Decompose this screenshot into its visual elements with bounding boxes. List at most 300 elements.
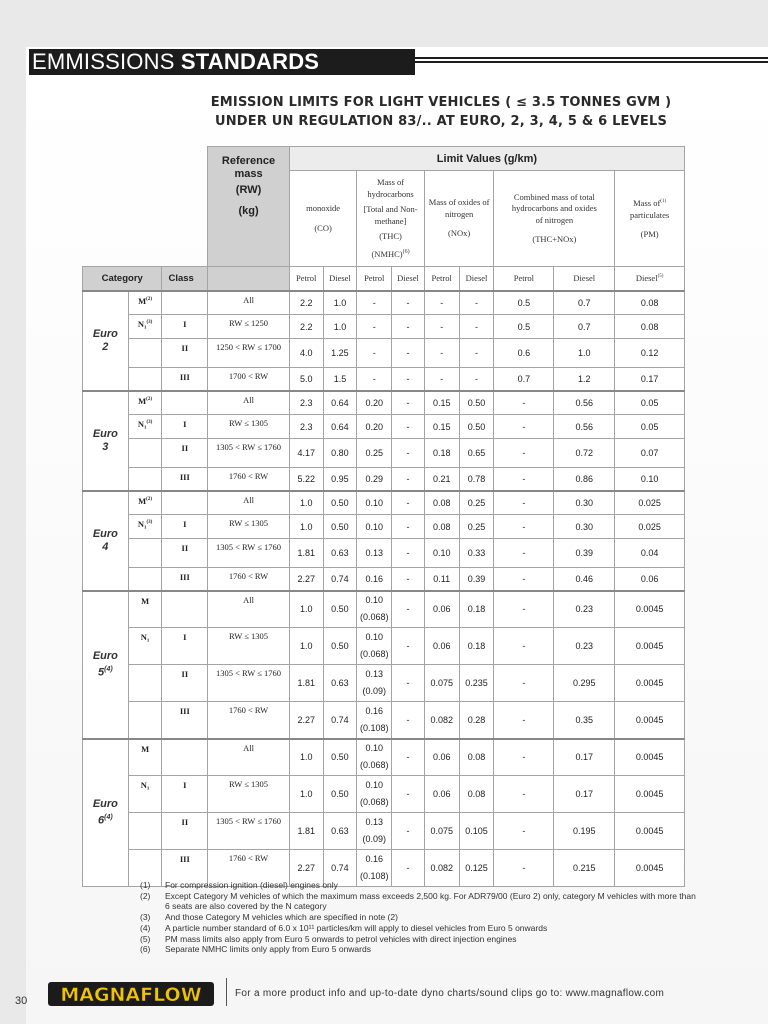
limit-value-cell: - [392,515,425,539]
pm-diesel-header: Diesel$^{(5)}$ [615,267,685,291]
banner-decorative-lines [392,57,768,67]
limit-value-cell: 0.0045 [615,739,685,776]
limit-value-cell: - [392,739,425,776]
limit-value-cell: 0.10 (0.068) [357,739,392,776]
class-cell: I [162,415,208,439]
limit-value-cell: 0.21 [424,468,459,491]
limit-value-cell: - [424,291,459,315]
limit-value-cell: 1.81 [289,665,323,702]
limit-value-cell: 2.27 [289,850,323,887]
limit-value-cell: 0.50 [323,776,357,813]
category-cell [128,468,162,491]
limit-value-cell: 0.235 [459,665,494,702]
limit-value-cell: 0.195 [554,813,615,850]
reference-mass-cell: RW ≤ 1250 [208,315,290,339]
table-row [83,491,685,515]
limit-value-cell: 1.0 [289,591,323,628]
table-row [83,739,685,776]
reference-mass-cell: RW ≤ 1305 [208,776,290,813]
limit-value-cell: - [494,515,554,539]
reference-mass-cell: RW ≤ 1305 [208,515,290,539]
limit-value-cell: 0.125 [459,850,494,887]
limit-value-cell: - [494,776,554,813]
class-cell: II [162,339,208,368]
table-row [83,813,685,850]
limit-value-cell: - [459,315,494,339]
limit-value-cell: 0.08 [424,515,459,539]
limit-value-cell: 0.07 [615,439,685,468]
co-petrol-header: Petrol [289,267,323,291]
limit-value-cell: 0.075 [424,665,459,702]
limit-value-cell: 0.025 [615,491,685,515]
limit-value-cell: 0.50 [323,515,357,539]
class-cell: II [162,665,208,702]
limit-value-cell: 0.06 [424,591,459,628]
limit-value-cell: 2.2 [289,315,323,339]
limit-value-cell: - [392,315,425,339]
nox-diesel-header: Diesel [459,267,494,291]
category-cell: N₁$^{(3)}$ [128,315,162,339]
reference-mass-cell: RW ≤ 1305 [208,415,290,439]
limit-value-cell: - [494,591,554,628]
limit-value-cell: 0.20 [357,415,392,439]
emission-limits-table [82,146,685,887]
limit-value-cell: 0.50 [323,739,357,776]
limit-value-cell: - [392,665,425,702]
euro-level-label: Euro 4 [83,491,129,591]
limit-value-cell: 0.06 [424,739,459,776]
limit-value-cell: - [392,813,425,850]
limit-value-cell: - [392,415,425,439]
limit-value-cell: 0.7 [554,315,615,339]
reference-mass-cell: All [208,591,290,628]
limit-value-cell: - [392,628,425,665]
class-cell: I [162,315,208,339]
limit-value-cell: - [494,665,554,702]
limit-value-cell: 0.25 [459,515,494,539]
limit-value-cell: 0.74 [323,702,357,739]
limit-value-cell: 0.65 [459,439,494,468]
limit-value-cell: - [459,368,494,391]
limit-value-cell: 1.0 [289,491,323,515]
limit-value-cell: - [494,468,554,491]
limit-value-cell: - [392,339,425,368]
class-cell: II [162,813,208,850]
table-heading-line1: EMISSION LIMITS FOR LIGHT VEHICLES ( ≤ 3.5 TONNES GVM ) [210,95,672,110]
reference-mass-cell: RW ≤ 1305 [208,628,290,665]
limit-value-cell: 0.25 [357,439,392,468]
limit-value-cell: 0.08 [615,315,685,339]
thc-petrol-header: Petrol [357,267,392,291]
reference-mass-cell: All [208,291,290,315]
category-cell [128,702,162,739]
table-row [83,702,685,739]
limit-value-cell: 2.27 [289,568,323,591]
limit-value-cell: 0.6 [494,339,554,368]
limit-value-cell: - [357,339,392,368]
euro-level-label: Euro 2 [83,291,129,391]
reference-mass-cell: 1760 < RW [208,468,290,491]
limit-value-cell: 0.29 [357,468,392,491]
limit-values-header: Limit Values (g/km) [289,147,684,171]
limit-value-cell: 0.0045 [615,628,685,665]
limit-value-cell: 1.0 [289,628,323,665]
class-cell: II [162,439,208,468]
limit-value-cell: 5.22 [289,468,323,491]
euro-level-label: Euro 5$^{(4)}$ [83,591,129,739]
limit-value-cell: - [459,339,494,368]
limit-value-cell: 0.13 (0.09) [357,813,392,850]
pm-column-header: Mass $of^{(1)}$ particulates (PM) [615,171,685,267]
limit-value-cell: 0.72 [554,439,615,468]
limit-value-cell: 0.16 (0.108) [357,850,392,887]
limit-value-cell: 0.10 (0.068) [357,776,392,813]
reference-mass-cell: All [208,391,290,415]
limit-value-cell: 0.075 [424,813,459,850]
table-row [83,439,685,468]
limit-value-cell: 0.20 [357,391,392,415]
limit-value-cell: - [494,568,554,591]
limit-value-cell: 1.25 [323,339,357,368]
euro-level-label: Euro 3 [83,391,129,491]
category-cell: M [128,591,162,628]
footnote-item: (4) A particle number standard of 6.0 x 10¹¹ particles/km will apply to diesel vehicles from Euro 5 onwards [140,922,548,933]
thc-diesel-header: Diesel [392,267,425,291]
reference-mass-cell: 1305 < RW ≤ 1760 [208,439,290,468]
table-row [83,391,685,415]
class-cell: I [162,515,208,539]
limit-value-cell: 0.10 (0.068) [357,591,392,628]
limit-value-cell: 0.05 [615,415,685,439]
limit-value-cell: 1.0 [323,291,357,315]
table-row [83,539,685,568]
limit-value-cell: 0.50 [323,591,357,628]
limit-value-cell: - [392,591,425,628]
limit-value-cell: 0.16 [357,568,392,591]
limit-value-cell: 1.0 [289,739,323,776]
limit-value-cell: - [392,468,425,491]
class-cell: III [162,850,208,887]
limit-value-cell: 0.13 [357,539,392,568]
footnote-item: (3) And those Category M vehicles which are specified in note (2) [140,912,398,923]
table-row [83,776,685,813]
reference-mass-cell: 1305 < RW ≤ 1760 [208,665,290,702]
limit-value-cell: 0.0045 [615,702,685,739]
reference-mass-cell: 1305 < RW ≤ 1760 [208,539,290,568]
co-diesel-header: Diesel [323,267,357,291]
class-cell [162,739,208,776]
category-header: Category [83,267,162,291]
limit-value-cell: 0.50 [323,628,357,665]
limit-value-cell: 0.295 [554,665,615,702]
limit-value-cell: - [392,291,425,315]
limit-value-cell: 0.33 [459,539,494,568]
limit-value-cell: 0.7 [494,368,554,391]
table-row [83,291,685,315]
table-row [83,665,685,702]
limit-value-cell: 0.39 [459,568,494,591]
category-cell [128,539,162,568]
nox-column-header: Mass of oxides of nitrogen (NOx) [424,171,494,267]
reference-mass-cell: 1760 < RW [208,702,290,739]
limit-value-cell: 0.08 [424,491,459,515]
limit-value-cell: 0.0045 [615,813,685,850]
footnotes [140,880,700,955]
limit-value-cell: 0.86 [554,468,615,491]
section-title-word1: EMMISSIONS [32,49,175,74]
class-cell: III [162,702,208,739]
limit-value-cell: 0.08 [459,739,494,776]
reference-mass-cell: 1700 < RW [208,368,290,391]
limit-value-cell: - [392,539,425,568]
category-cell [128,665,162,702]
limit-value-cell: 0.18 [459,628,494,665]
limit-value-cell: 0.64 [323,415,357,439]
class-cell [162,591,208,628]
limit-value-cell: - [494,850,554,887]
limit-value-cell: 0.06 [424,776,459,813]
limit-value-cell: 0.50 [459,391,494,415]
limit-value-cell: 0.18 [424,439,459,468]
limit-value-cell: 5.0 [289,368,323,391]
limit-value-cell: 0.06 [615,568,685,591]
limit-value-cell: 0.0045 [615,591,685,628]
limit-value-cell: - [357,291,392,315]
magnaflow-logo [48,982,214,1006]
table-row [83,568,685,591]
class-cell [162,491,208,515]
limit-value-cell: - [392,850,425,887]
limit-value-cell: 0.80 [323,439,357,468]
table-row [83,628,685,665]
category-cell [128,568,162,591]
limit-value-cell: 0.11 [424,568,459,591]
limit-value-cell: 1.2 [554,368,615,391]
limit-value-cell: 0.0045 [615,850,685,887]
limit-value-cell: - [459,291,494,315]
limit-value-cell: 0.04 [615,539,685,568]
limit-value-cell: 0.39 [554,539,615,568]
page-number: 30 [15,995,28,1007]
reference-mass-cell: 1760 < RW [208,568,290,591]
limit-value-cell: 1.5 [323,368,357,391]
limit-value-cell: 0.35 [554,702,615,739]
class-header: Class [162,267,208,291]
limit-value-cell: 0.56 [554,391,615,415]
category-cell: M [128,739,162,776]
limit-value-cell: 0.7 [554,291,615,315]
category-cell: $M^{(2)}$ [128,391,162,415]
class-cell [162,391,208,415]
limit-value-cell: 2.3 [289,415,323,439]
reference-mass-cell: 1305 < RW ≤ 1760 [208,813,290,850]
limit-value-cell: - [494,491,554,515]
table-row [83,339,685,368]
limit-value-cell: 0.23 [554,628,615,665]
limit-value-cell: 0.10 [357,491,392,515]
category-cell: N₁ [128,628,162,665]
limit-value-cell: 0.23 [554,591,615,628]
limit-value-cell: 0.082 [424,702,459,739]
limit-value-cell: - [494,813,554,850]
thcnox-diesel-header: Diesel [554,267,615,291]
class-cell: III [162,368,208,391]
limit-value-cell: 4.17 [289,439,323,468]
limit-value-cell: 0.12 [615,339,685,368]
limit-value-cell: 0.10 [357,515,392,539]
footer-text: For a more product info and up-to-date dyno charts/sound clips go to: www.magnaflow.com [235,988,665,999]
limit-value-cell: - [494,415,554,439]
limit-value-cell: 0.46 [554,568,615,591]
category-cell: $M^{(2)}$ [128,291,162,315]
limit-value-cell: - [357,315,392,339]
limit-value-cell: - [494,702,554,739]
limit-value-cell: 0.105 [459,813,494,850]
footnote-item: (5) PM mass limits also apply from Euro 5 onwards to petrol vehicles with direct injection engines [140,933,517,944]
table-row [83,591,685,628]
limit-value-cell: 2.2 [289,291,323,315]
limit-value-cell: 0.16 (0.108) [357,702,392,739]
limit-value-cell: 2.27 [289,702,323,739]
limit-value-cell: 0.78 [459,468,494,491]
limit-value-cell: 0.10 [424,539,459,568]
limit-value-cell: 4.0 [289,339,323,368]
table-heading-line2: UNDER UN REGULATION 83/.. AT EURO, 2, 3, 4, 5 & 6 LEVELS [214,114,668,129]
limit-value-cell: - [392,368,425,391]
nox-petrol-header: Petrol [424,267,459,291]
limit-value-cell: 1.0 [554,339,615,368]
limit-value-cell: - [424,368,459,391]
limit-value-cell: 0.30 [554,491,615,515]
limit-value-cell: 0.28 [459,702,494,739]
footer-divider [226,978,227,1006]
reference-mass-cell: 1760 < RW [208,850,290,887]
category-cell [128,368,162,391]
limit-value-cell: - [392,702,425,739]
limit-value-cell: 0.63 [323,813,357,850]
limit-value-cell: 0.0045 [615,665,685,702]
limit-value-cell: 0.05 [615,391,685,415]
limit-value-cell: 0.06 [424,628,459,665]
limit-value-cell: 1.0 [289,515,323,539]
category-cell: $M^{(2)}$ [128,491,162,515]
section-title-word2: STANDARDS [180,49,320,74]
limit-value-cell: - [392,568,425,591]
limit-value-cell: - [494,628,554,665]
limit-value-cell: - [494,539,554,568]
class-cell: I [162,776,208,813]
class-cell: III [162,468,208,491]
section-title [32,48,319,76]
limit-value-cell: 0.64 [323,391,357,415]
table-row [83,368,685,391]
limit-value-cell: 0.63 [323,665,357,702]
limit-value-cell: 0.5 [494,291,554,315]
limit-value-cell: 0.17 [615,368,685,391]
footnote-item: (1) For compression ignition (diesel) engines only [140,880,338,890]
limit-value-cell: 0.17 [554,739,615,776]
limit-value-cell: - [424,315,459,339]
limit-value-cell: 0.15 [424,415,459,439]
limit-value-cell: 0.13 (0.09) [357,665,392,702]
category-cell [128,813,162,850]
limit-value-cell: - [494,739,554,776]
category-cell: N₁$^{(3)}$ [128,415,162,439]
limit-value-cell: - [494,391,554,415]
footnote-item: (2) Except Category M vehicles of which the maximum mass exceeds 2,500 kg. For ADR79/00 (Euro 2) only, category M vehicles with more than 6 seats are also covered by the N category [140,890,696,912]
limit-value-cell: 0.10 [615,468,685,491]
limit-value-cell: 0.18 [459,591,494,628]
limit-value-cell: - [494,439,554,468]
class-cell [162,291,208,315]
limit-value-cell: 0.56 [554,415,615,439]
reference-mass-cell: All [208,739,290,776]
euro-level-label: Euro 6$^{(4)}$ [83,739,129,887]
table-heading [196,93,686,131]
limit-value-cell: 0.025 [615,515,685,539]
limit-value-cell: - [392,439,425,468]
category-cell [128,439,162,468]
category-cell: N₁$^{(3)}$ [128,515,162,539]
limit-value-cell: 0.5 [494,315,554,339]
limit-value-cell: 0.95 [323,468,357,491]
limit-value-cell: - [424,339,459,368]
reference-mass-header: Reference mass (RW) (kg) [208,147,290,267]
limit-value-cell: 0.17 [554,776,615,813]
limit-value-cell: 0.50 [459,415,494,439]
limit-value-cell: 1.0 [323,315,357,339]
limit-value-cell: 1.81 [289,539,323,568]
limit-value-cell: 0.10 (0.068) [357,628,392,665]
table-row [83,468,685,491]
limit-value-cell: - [392,491,425,515]
limit-value-cell: 2.3 [289,391,323,415]
limit-value-cell: 0.74 [323,850,357,887]
limit-value-cell: 0.30 [554,515,615,539]
limit-value-cell: 0.08 [459,776,494,813]
limit-value-cell: 0.50 [323,491,357,515]
class-cell: II [162,539,208,568]
category-cell [128,339,162,368]
limit-value-cell: 0.08 [615,291,685,315]
class-cell: I [162,628,208,665]
category-cell: N₁ [128,776,162,813]
limit-value-cell: 0.25 [459,491,494,515]
limit-value-cell: 0.63 [323,539,357,568]
limit-value-cell: 0.0045 [615,776,685,813]
limit-value-cell: - [392,776,425,813]
table-row [83,315,685,339]
limit-value-cell: 1.81 [289,813,323,850]
limit-value-cell: 1.0 [289,776,323,813]
footnote-item: (6) Separate NMHC limits only apply from Euro 5 onwards [140,944,371,955]
limit-value-cell: 0.082 [424,850,459,887]
limit-value-cell: - [392,391,425,415]
table-row [83,515,685,539]
limit-value-cell: 0.15 [424,391,459,415]
limit-value-cell: 0.74 [323,568,357,591]
limit-value-cell: 0.215 [554,850,615,887]
limit-value-cell: - [357,368,392,391]
thc-nox-column-header: Combined mass of total hydrocarbons and oxides of nitrogen (THC+NOx) [494,171,615,267]
co-column-header: monoxide (CO) [289,171,356,267]
table-row [83,415,685,439]
thcnox-petrol-header: Petrol [494,267,554,291]
thc-column-header: Mass of hydrocarbons [Total and Non- methane] (THC) (NMHC)$^{(6)}$ [357,171,424,267]
reference-mass-cell: All [208,491,290,515]
svg-text:MAGNAFLOW: MAGNAFLOW [60,984,202,1006]
reference-mass-cell: 1250 < RW ≤ 1700 [208,339,290,368]
